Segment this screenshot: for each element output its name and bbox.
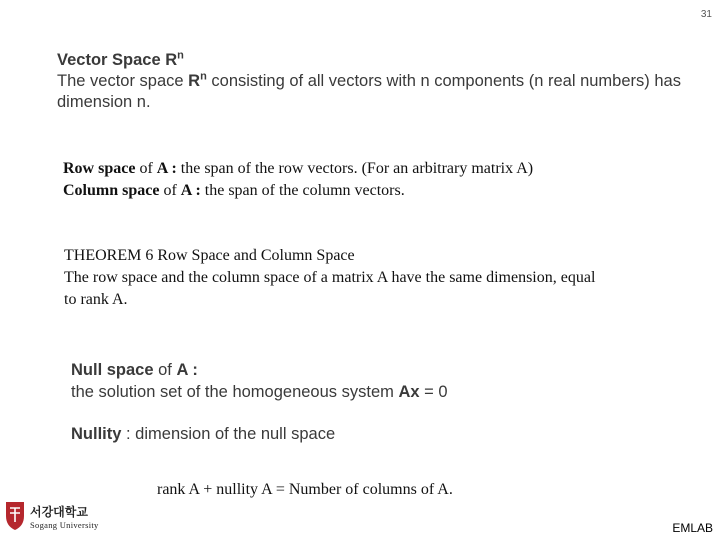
logo-korean-name: 서강대학교 — [30, 505, 88, 519]
null-space-block — [71, 360, 631, 403]
nullity-line — [71, 425, 335, 444]
logo-english-name: Sogang University — [30, 520, 99, 530]
vector-space-title — [57, 50, 697, 71]
rank-nullity-theorem: rank A + nullity A = Number of columns of A. — [157, 481, 453, 498]
vs-line1-sup: n — [200, 70, 207, 83]
row-space-of: of — [135, 160, 157, 177]
row-space-desc: the span of the row vectors. (For an arbitrary matrix A) — [176, 160, 534, 177]
vector-space-line-2: dimension n. — [57, 93, 151, 111]
column-space-term: Column space — [63, 182, 160, 199]
null-space-title — [71, 360, 631, 382]
column-space-A: A : — [180, 182, 201, 199]
vector-space-title-sup: n — [177, 49, 184, 62]
null-space-eq-rest: = 0 — [419, 382, 448, 401]
row-space-A: A : — [156, 160, 177, 177]
null-space-desc-text: the solution set of the homogeneous system — [71, 382, 399, 401]
theorem-title: THEOREM 6 Row Space and Column Space — [64, 247, 355, 264]
null-space-of: of — [153, 361, 177, 379]
vector-space-block — [57, 50, 697, 113]
vector-space-line-1 — [57, 71, 697, 92]
vector-space-title-text: Vector Space R — [57, 51, 178, 69]
row-space-line — [63, 158, 703, 180]
vs-line1-post: consisting of all vectors with n components (n real numbers) has — [206, 72, 681, 90]
page-number: 31 — [700, 9, 712, 20]
null-space-desc — [71, 382, 631, 404]
null-space-A: A : — [176, 361, 198, 379]
row-column-space-block — [63, 158, 703, 202]
nullity-desc: : dimension of the null space — [121, 425, 336, 443]
row-space-term: Row space — [63, 160, 136, 177]
theorem-line-1: The row space and the column space of a matrix A have the same dimension, equal — [64, 269, 596, 286]
vs-line1-pre: The vector space — [57, 72, 189, 90]
theorem-line-2: to rank A. — [64, 291, 128, 308]
null-space-eq-Ax: Ax — [398, 382, 420, 401]
column-space-line — [63, 180, 703, 202]
theorem-block — [64, 245, 684, 311]
null-space-term: Null space — [71, 361, 154, 379]
university-logo — [4, 500, 114, 532]
nullity-term: Nullity — [71, 425, 122, 443]
vs-line1-R: R — [188, 72, 201, 90]
column-space-of: of — [159, 182, 181, 199]
column-space-desc: the span of the column vectors. — [200, 182, 405, 199]
logo-graphic — [4, 500, 114, 532]
footer-lab-label: EMLAB — [672, 521, 713, 535]
